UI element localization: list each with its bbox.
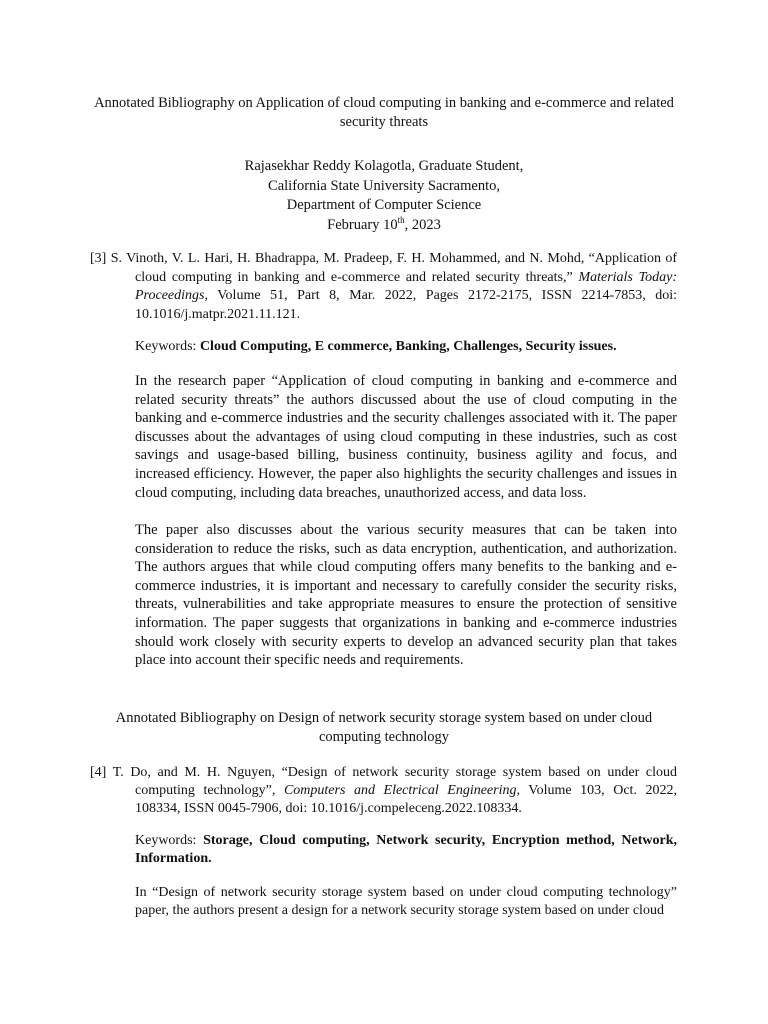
author-university: California State University Sacramento, [268, 177, 500, 194]
section1-title: Annotated Bibliography on Application of cloud computing in banking and e-commerce and related security threats [94, 95, 674, 130]
author-department: Department of Computer Science [286, 197, 482, 213]
ref4-details: Volume 103, Oct. 2022, 108334, ISSN 0045-7906, doi: 10.1016/j.compeleceng.2022.108334. [135, 782, 677, 816]
ref4-keywords [135, 832, 677, 868]
ref4-keywords-label: Keywords: [135, 833, 197, 848]
date-sup: th [397, 214, 405, 225]
ref3-details: Volume 51, Part 8, Mar. 2022, Pages 2172-2175, ISSN 2214-7853, doi: 10.1016/j.matpr.2021.11.121. [135, 288, 678, 322]
date-prefix: February 10 [327, 216, 398, 233]
ref3-keywords-label: Keywords: [135, 339, 197, 354]
document-date [90, 216, 678, 236]
ref4-paragraph-1: In “Design of network security storage system based on under cloud computing technology” paper, the authors present a design for a network security storage system based on under cloud [135, 885, 677, 919]
author-name: Rajasekhar Reddy Kolagotla, Graduate Student, [244, 158, 524, 174]
reference-3 [90, 250, 677, 324]
ref4-keywords-list: Storage, Cloud computing, Network security, Encryption method, Network, Information. [135, 833, 678, 866]
ref3-number: [3] [90, 251, 107, 266]
ref4-journal: Computers and Electrical Engineering, [283, 782, 520, 798]
author-block [90, 157, 678, 235]
ref3-journal: Materials Today: Proceedings, [135, 269, 677, 304]
ref3-keywords [135, 338, 677, 356]
ref3-authors: S. Vinoth, V. L. Hari, H. Bhadrappa, M. Pradeep, F. H. Mohammed, and N. Mohd, “Application of cloud computing in banking and e-commerce and related security threats,” [110, 251, 678, 285]
section2-title: Annotated Bibliography on Design of network security storage system based on under cloud computing technology [115, 710, 653, 745]
ref4-number: [4] [90, 765, 107, 780]
reference-4 [90, 764, 677, 817]
date-suffix: , 2023 [404, 216, 441, 233]
ref3-keywords-list: Cloud Computing, E commerce, Banking, Challenges, Security issues. [199, 339, 617, 354]
ref4-authors: T. Do, and M. H. Nguyen, “Design of network security storage system based on under cloud computing technology”, [112, 765, 677, 798]
ref3-paragraph-2: The paper also discusses about the various security measures that can be taken into consideration to reduce the risks, such as data encryption, authentication, and authorization. The authors argues that while cloud computing offers many benefits to the banking and e-commerce industries, it is important and necessary to carefully consider the security risks, threats, vulnerabilities and take appropriate measures to ensure the protection of sensitive information. The paper suggests that organizations in banking and e-commerce industries should work closely with security experts to develop an advanced security plan that takes place into account their specific needs and requirements. [135, 522, 677, 669]
ref3-paragraph-1: In the research paper “Application of cloud computing in banking and e-commerce and related security threats” the authors discussed about the use of cloud computing in the banking and e-commerce industries and the security challenges associated with it. The paper discusses about the advantages of using cloud computing in these industries, such as cost savings and usage-based billing, business continuity, business agility and focus, and increased efficiency. However, the paper also highlights the security challenges and issues in cloud computing, including data breaches, unauthorized access, and data loss. [135, 373, 677, 501]
